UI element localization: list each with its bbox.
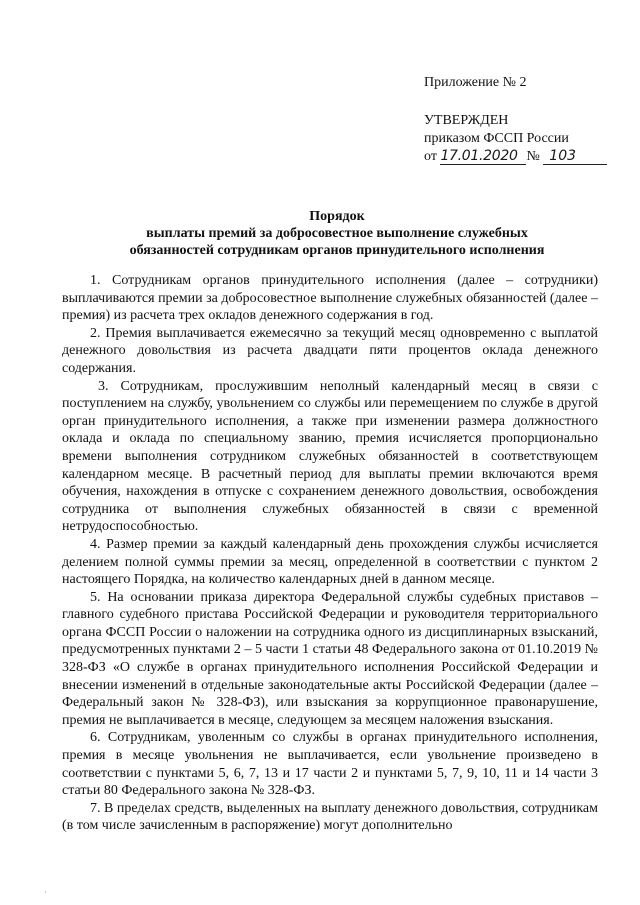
paragraph-3: 3. Сотрудникам, прослужившим неполный календарный месяц в связи с поступлением на службу, увольнением со службы или перемещением по службе в другой орган принудительного исполнения, а также при изменении размера должностного оклада и оклада по специальному званию, премия исчисляется пропорционально времени выполнения сотрудником служебных обязанностей в соответствующем календарном месяце. В расчетный период для выплаты премии включаются время обучения, нахождения в отпуске с сохранением денежного довольствия, освобождения сотрудника от выполнения служебных обязанностей в связи с временной нетрудоспособностью. — [62, 378, 598, 535]
document-title — [66, 208, 608, 259]
approved-label: УТВЕРЖДЕН — [424, 113, 509, 128]
document-body — [62, 272, 598, 835]
paragraph-5: 5. На основании приказа директора Федеральной службы судебных приставов – главного судебного пристава Российской Федерации и руководителя территориального органа ФССП России о наложении на сотрудника одного из дисциплинарных взысканий, предусмотренных пунктами 2 – 5 части 1 статьи 48 Федерального закона от 01.10.2019 № 328-ФЗ «О службе в органах принудительного исполнения Российской Федерации и внесении изменений в отдельные законодательные акты Российской Федерации (далее – Федеральный закон № 328-ФЗ), или взыскания за коррупционное правонарушение, премия не выплачивается в месяце, следующем за месяцем наложения взыскания. — [62, 589, 598, 728]
approval-header — [424, 74, 624, 166]
paragraph-7: 7. В пределах средств, выделенных на выплату денежного довольствия, сотрудникам (в том числе зачисленным в распоряжение) могут дополнительно — [62, 800, 598, 834]
handwritten-number: 103 — [543, 148, 607, 165]
paragraph-1: 1. Сотрудникам органов принудительного исполнения (далее – сотрудники) выплачиваются премии за добросовестное выполнение служебных обязанностей (далее – премия) из расчета трех окладов денежного содержания в год. — [62, 273, 598, 324]
title-line-3: обязанностей сотрудникам органов принудительного исполнения — [129, 243, 545, 258]
paragraph-2: 2. Премия выплачивается ежемесячно за текущий месяц одновременно с выплатой денежного довольствия из расчета двадцати пяти процентов оклада денежного содержания. — [62, 325, 598, 376]
appendix-label: Приложение № 2 — [424, 75, 527, 90]
handwritten-date: 17.01.2020 — [440, 148, 526, 165]
scan-mark: · — [44, 888, 47, 898]
title-line-1: Порядок — [309, 209, 365, 224]
title-line-2: выплаты премий за добросовестное выполнение служебных — [146, 226, 528, 241]
paragraph-6: 6. Сотрудникам, уволенным со службы в органах принудительного исполнения, премия в месяце увольнения не выплачивается, если увольнение произведено в соответствии с пунктами 5, 6, 7, 13 и 17 части 2 и пунктами 5, 7, 9, 10, 11 и 14 части 3 статьи 80 Федерального закона № 328-ФЗ. — [62, 730, 598, 799]
from-prefix: от — [424, 149, 437, 164]
paragraph-4: 4. Размер премии за каждый календарный день прохождения службы исчисляется делением полной суммы премии за месяц, определенной в соответствии с пунктом 2 настоящего Порядка, на количество календарных дней в данном месяце. — [62, 536, 598, 588]
order-date-line — [424, 148, 624, 166]
order-by-label: приказом ФССП России — [424, 131, 569, 146]
number-sign: № — [526, 149, 540, 164]
